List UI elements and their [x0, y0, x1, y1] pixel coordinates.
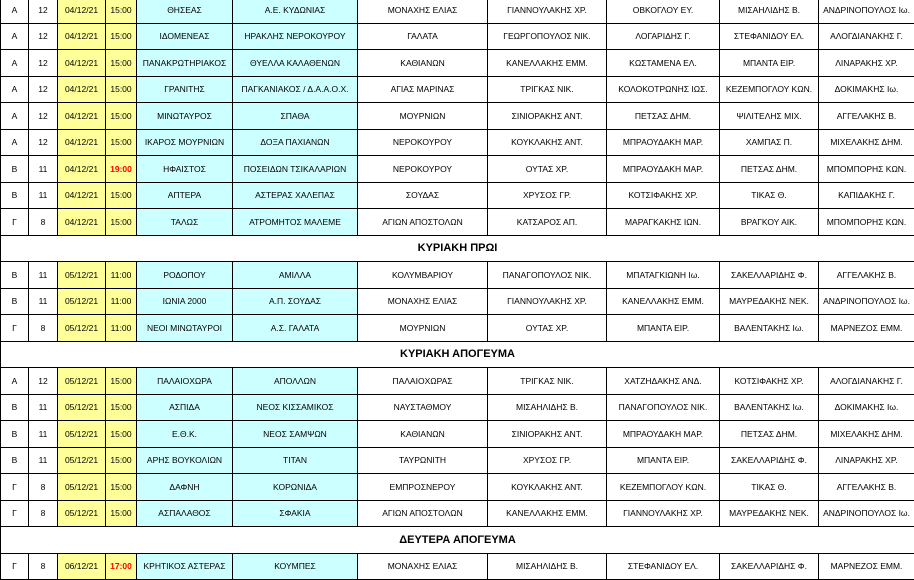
- section-header: [1, 341, 914, 368]
- home-team-cell: ΝΕΟΙ ΜΙΝΩΤΑΥΡΟΙ: [137, 315, 233, 342]
- group-cell: 12: [29, 0, 58, 23]
- table-row: [1, 182, 914, 209]
- group-cell: 11: [29, 421, 58, 448]
- category-cell: Β: [1, 394, 29, 421]
- group-cell: 11: [29, 447, 58, 474]
- time-cell: 15:00: [106, 23, 137, 50]
- venue-cell: ΓΑΛΑΤΑ: [358, 23, 488, 50]
- table-row: [1, 368, 914, 395]
- assistant-2-cell: ΒΑΛΕΝΤΑΚΗΣ Ιω.: [720, 315, 819, 342]
- referee-cell: ΚΟΥΚΛΑΚΗΣ ΑΝΤ.: [488, 474, 607, 501]
- date-cell: 05/12/21: [58, 394, 106, 421]
- date-cell: 06/12/21: [58, 553, 106, 580]
- away-team-cell: ΔΟΞΑ ΠΑΧΙΑΝΩΝ: [233, 129, 358, 156]
- venue-cell: ΜΟΝΑΧΗΣ ΕΛΙΑΣ: [358, 288, 488, 315]
- away-team-cell: ΣΠΑΘΑ: [233, 103, 358, 130]
- date-cell: 04/12/21: [58, 0, 106, 23]
- home-team-cell: ΙΩΝΙΑ 2000: [137, 288, 233, 315]
- away-team-cell: Α.Ε. ΚΥΔΩΝΙΑΣ: [233, 0, 358, 23]
- assistant-2-cell: ΒΡΑΓΚΟΥ ΑΙΚ.: [720, 209, 819, 236]
- away-team-cell: ΑΤΡΟΜΗΤΟΣ ΜΑΛΕΜΕ: [233, 209, 358, 236]
- assistant-2-cell: ΜΙΣΑΗΛΙΔΗΣ Β.: [720, 0, 819, 23]
- referee-cell: ΚΑΝΕΛΛΑΚΗΣ ΕΜΜ.: [488, 50, 607, 77]
- table-row: [1, 315, 914, 342]
- referee-cell: ΓΕΩΡΓΟΠΟΥΛΟΣ ΝΙΚ.: [488, 23, 607, 50]
- observer-cell: ΜΙΧΕΛΑΚΗΣ ΔΗΜ.: [819, 421, 914, 448]
- referee-cell: ΟΥΤΑΣ ΧΡ.: [488, 315, 607, 342]
- assistant-1-cell: ΣΤΕΦΑΝΙΔΟΥ ΕΛ.: [607, 553, 720, 580]
- table-row: [1, 156, 914, 183]
- assistant-2-cell: ΣΑΚΕΛΛΑΡΙΔΗΣ Φ.: [720, 262, 819, 289]
- group-cell: 11: [29, 156, 58, 183]
- home-team-cell: ΑΣΠΑΛΑΘΟΣ: [137, 500, 233, 527]
- section-header: [1, 527, 914, 554]
- away-team-cell: ΚΟΡΩΝΙΔΑ: [233, 474, 358, 501]
- time-cell: 15:00: [106, 209, 137, 236]
- table-row: [1, 394, 914, 421]
- assistant-1-cell: ΜΠΑΝΤΑ ΕΙΡ.: [607, 447, 720, 474]
- table-row: [1, 23, 914, 50]
- venue-cell: ΚΑΘΙΑΝΩΝ: [358, 421, 488, 448]
- referee-cell: ΜΙΣΑΗΛΙΔΗΣ Β.: [488, 394, 607, 421]
- away-team-cell: ΚΟΥΜΠΕΣ: [233, 553, 358, 580]
- assistant-1-cell: ΚΑΝΕΛΛΑΚΗΣ ΕΜΜ.: [607, 288, 720, 315]
- observer-cell: ΑΝΔΡΙΝΟΠΟΥΛΟΣ Ιω.: [819, 0, 914, 23]
- category-cell: Α: [1, 76, 29, 103]
- observer-cell: ΜΑΡΝΕΖΟΣ ΕΜΜ.: [819, 315, 914, 342]
- away-team-cell: ΝΕΟΣ ΚΙΣΣΑΜΙΚΟΣ: [233, 394, 358, 421]
- date-cell: 05/12/21: [58, 288, 106, 315]
- home-team-cell: ΠΑΛΑΙΟΧΩΡΑ: [137, 368, 233, 395]
- referee-cell: ΧΡΥΣΟΣ ΓΡ.: [488, 182, 607, 209]
- referee-cell: ΤΡΙΓΚΑΣ ΝΙΚ.: [488, 76, 607, 103]
- group-cell: 8: [29, 553, 58, 580]
- referee-cell: ΓΙΑΝΝΟΥΛΑΚΗΣ ΧΡ.: [488, 0, 607, 23]
- time-cell: 15:00: [106, 182, 137, 209]
- assistant-2-cell: ΚΟΤΣΙΦΑΚΗΣ ΧΡ.: [720, 368, 819, 395]
- observer-cell: ΜΠΟΜΠΟΡΗΣ ΚΩΝ.: [819, 209, 914, 236]
- category-cell: Β: [1, 156, 29, 183]
- home-team-cell: Ε.Θ.Κ.: [137, 421, 233, 448]
- home-team-cell: ΚΡΗΤΙΚΟΣ ΑΣΤΕΡΑΣ: [137, 553, 233, 580]
- category-cell: Α: [1, 50, 29, 77]
- observer-cell: ΑΓΓΕΛΑΚΗΣ Β.: [819, 474, 914, 501]
- category-cell: Β: [1, 421, 29, 448]
- group-cell: 11: [29, 288, 58, 315]
- group-cell: 8: [29, 474, 58, 501]
- group-cell: 11: [29, 262, 58, 289]
- referee-cell: ΣΙΝΙΟΡΑΚΗΣ ΑΝΤ.: [488, 103, 607, 130]
- category-cell: Γ: [1, 315, 29, 342]
- section-title: ΚΥΡΙΑΚΗ ΠΡΩΙ: [1, 235, 914, 262]
- referee-cell: ΧΡΥΣΟΣ ΓΡ.: [488, 447, 607, 474]
- assistant-2-cell: ΤΙΚΑΣ Θ.: [720, 474, 819, 501]
- date-cell: 05/12/21: [58, 368, 106, 395]
- group-cell: 12: [29, 368, 58, 395]
- away-team-cell: ΣΦΑΚΙΑ: [233, 500, 358, 527]
- away-team-cell: Α.Π. ΣΟΥΔΑΣ: [233, 288, 358, 315]
- date-cell: 05/12/21: [58, 474, 106, 501]
- table-row: [1, 500, 914, 527]
- assistant-1-cell: ΜΠΡΑΟΥΔΑΚΗ ΜΑΡ.: [607, 421, 720, 448]
- category-cell: Β: [1, 447, 29, 474]
- time-cell: 15:00: [106, 129, 137, 156]
- category-cell: Β: [1, 182, 29, 209]
- table-row: [1, 447, 914, 474]
- home-team-cell: ΘΗΣΕΑΣ: [137, 0, 233, 23]
- venue-cell: ΚΟΛΥΜΒΑΡΙΟΥ: [358, 262, 488, 289]
- observer-cell: ΑΝΔΡΙΝΟΠΟΥΛΟΣ Ιω.: [819, 500, 914, 527]
- group-cell: 12: [29, 23, 58, 50]
- home-team-cell: ΙΔΟΜΕΝΕΑΣ: [137, 23, 233, 50]
- category-cell: Β: [1, 262, 29, 289]
- group-cell: 12: [29, 50, 58, 77]
- date-cell: 05/12/21: [58, 262, 106, 289]
- date-cell: 04/12/21: [58, 182, 106, 209]
- assistant-2-cell: ΜΠΑΝΤΑ ΕΙΡ.: [720, 50, 819, 77]
- assistant-1-cell: ΚΕΖΕΜΠΟΓΛΟΥ ΚΩΝ.: [607, 474, 720, 501]
- assistant-2-cell: ΠΕΤΣΑΣ ΔΗΜ.: [720, 156, 819, 183]
- category-cell: Α: [1, 0, 29, 23]
- time-cell: 11:00: [106, 262, 137, 289]
- time-cell: 15:00: [106, 103, 137, 130]
- venue-cell: ΜΟΥΡΝΙΩΝ: [358, 315, 488, 342]
- assistant-1-cell: ΟΒΚΟΓΛΟΥ ΕΥ.: [607, 0, 720, 23]
- assistant-2-cell: ΣΑΚΕΛΛΑΡΙΔΗΣ Φ.: [720, 447, 819, 474]
- home-team-cell: ΤΑΛΩΣ: [137, 209, 233, 236]
- observer-cell: ΛΙΝΑΡΑΚΗΣ ΧΡ.: [819, 447, 914, 474]
- date-cell: 05/12/21: [58, 500, 106, 527]
- home-team-cell: ΓΡΑΝΙΤΗΣ: [137, 76, 233, 103]
- category-cell: Α: [1, 23, 29, 50]
- assistant-2-cell: ΚΕΖΕΜΠΟΓΛΟΥ ΚΩΝ.: [720, 76, 819, 103]
- observer-cell: ΑΓΓΕΛΑΚΗΣ Β.: [819, 103, 914, 130]
- referee-cell: ΟΥΤΑΣ ΧΡ.: [488, 156, 607, 183]
- category-cell: Γ: [1, 553, 29, 580]
- table-row: [1, 76, 914, 103]
- assistant-1-cell: ΜΑΡΑΓΚΑΚΗΣ ΙΩΝ.: [607, 209, 720, 236]
- category-cell: Α: [1, 103, 29, 130]
- observer-cell: ΑΓΓΕΛΑΚΗΣ Β.: [819, 262, 914, 289]
- table-row: [1, 553, 914, 580]
- home-team-cell: ΜΙΝΩΤΑΥΡΟΣ: [137, 103, 233, 130]
- group-cell: 12: [29, 103, 58, 130]
- away-team-cell: ΠΑΓΚΑΝΙΑΚΟΣ / Δ.Α.Α.Ο.Χ.: [233, 76, 358, 103]
- venue-cell: ΕΜΠΡΟΣΝΕΡΟΥ: [358, 474, 488, 501]
- assistant-1-cell: ΠΕΤΣΑΣ ΔΗΜ.: [607, 103, 720, 130]
- table-row: [1, 103, 914, 130]
- observer-cell: ΑΛΟΓΔΙΑΝΑΚΗΣ Γ.: [819, 23, 914, 50]
- referee-cell: ΚΟΥΚΛΑΚΗΣ ΑΝΤ.: [488, 129, 607, 156]
- observer-cell: ΑΝΔΡΙΝΟΠΟΥΛΟΣ Ιω.: [819, 288, 914, 315]
- group-cell: 12: [29, 129, 58, 156]
- time-cell: 15:00: [106, 474, 137, 501]
- date-cell: 04/12/21: [58, 50, 106, 77]
- table-row: [1, 262, 914, 289]
- group-cell: 11: [29, 182, 58, 209]
- home-team-cell: ΗΦΑΙΣΤΟΣ: [137, 156, 233, 183]
- group-cell: 8: [29, 500, 58, 527]
- date-cell: 04/12/21: [58, 129, 106, 156]
- assistant-1-cell: ΚΟΛΟΚΟΤΡΩΝΗΣ ΙΩΣ.: [607, 76, 720, 103]
- category-cell: Β: [1, 288, 29, 315]
- category-cell: Α: [1, 368, 29, 395]
- away-team-cell: ΤΙΤΑΝ: [233, 447, 358, 474]
- assistant-2-cell: ΜΑΥΡΕΔΑΚΗΣ ΝΕΚ.: [720, 288, 819, 315]
- assistant-2-cell: ΒΑΛΕΝΤΑΚΗΣ Ιω.: [720, 394, 819, 421]
- date-cell: 04/12/21: [58, 156, 106, 183]
- home-team-cell: ΑΠΤΕΡΑ: [137, 182, 233, 209]
- referee-cell: ΚΑΤΣΑΡΟΣ ΑΠ.: [488, 209, 607, 236]
- venue-cell: ΑΓΙΩΝ ΑΠΟΣΤΟΛΩΝ: [358, 500, 488, 527]
- assistant-1-cell: ΠΑΝΑΓΟΠΟΥΛΟΣ ΝΙΚ.: [607, 394, 720, 421]
- assistant-2-cell: ΜΑΥΡΕΔΑΚΗΣ ΝΕΚ.: [720, 500, 819, 527]
- away-team-cell: ΗΡΑΚΛΗΣ ΝΕΡΟΚΟΥΡΟΥ: [233, 23, 358, 50]
- venue-cell: ΤΑΥΡΩΝΙΤΗ: [358, 447, 488, 474]
- time-cell: 15:00: [106, 76, 137, 103]
- fixtures-body: [1, 0, 914, 580]
- assistant-1-cell: ΛΟΓΑΡΙΔΗΣ Γ.: [607, 23, 720, 50]
- observer-cell: ΛΙΝΑΡΑΚΗΣ ΧΡ.: [819, 50, 914, 77]
- assistant-1-cell: ΧΑΤΖΗΔΑΚΗΣ ΑΝΔ.: [607, 368, 720, 395]
- time-cell: 15:00: [106, 500, 137, 527]
- away-team-cell: ΑΜΙΛΛΑ: [233, 262, 358, 289]
- time-cell: 19:00: [106, 156, 137, 183]
- table-row: [1, 474, 914, 501]
- assistant-1-cell: ΜΠΑΝΤΑ ΕΙΡ.: [607, 315, 720, 342]
- assistant-2-cell: ΣΑΚΕΛΛΑΡΙΔΗΣ Φ.: [720, 553, 819, 580]
- away-team-cell: ΑΣΤΕΡΑΣ ΧΑΛΕΠΑΣ: [233, 182, 358, 209]
- time-cell: 15:00: [106, 447, 137, 474]
- venue-cell: ΝΕΡΟΚΟΥΡΟΥ: [358, 156, 488, 183]
- table-row: [1, 0, 914, 23]
- home-team-cell: ΠΑΝΑΚΡΩΤΗΡΙΑΚΟΣ: [137, 50, 233, 77]
- venue-cell: ΜΟΝΑΧΗΣ ΕΛΙΑΣ: [358, 0, 488, 23]
- referee-cell: ΠΑΝΑΓΟΠΟΥΛΟΣ ΝΙΚ.: [488, 262, 607, 289]
- assistant-2-cell: ΣΤΕΦΑΝΙΔΟΥ ΕΛ.: [720, 23, 819, 50]
- time-cell: 15:00: [106, 421, 137, 448]
- category-cell: Γ: [1, 500, 29, 527]
- home-team-cell: ΙΚΑΡΟΣ ΜΟΥΡΝΙΩΝ: [137, 129, 233, 156]
- observer-cell: ΔΟΚΙΜΑΚΗΣ Ιω.: [819, 76, 914, 103]
- date-cell: 05/12/21: [58, 315, 106, 342]
- referee-cell: ΓΙΑΝΝΟΥΛΑΚΗΣ ΧΡ.: [488, 288, 607, 315]
- away-team-cell: ΘΥΕΛΛΑ ΚΑΛΑΘΕΝΩΝ: [233, 50, 358, 77]
- date-cell: 04/12/21: [58, 103, 106, 130]
- category-cell: Α: [1, 129, 29, 156]
- assistant-1-cell: ΜΠΑΤΑΓΚΙΩΝΗ Ιω.: [607, 262, 720, 289]
- home-team-cell: ΑΡΗΣ ΒΟΥΚΟΛΙΩΝ: [137, 447, 233, 474]
- venue-cell: ΝΑΥΣΤΑΘΜΟΥ: [358, 394, 488, 421]
- time-cell: 11:00: [106, 315, 137, 342]
- home-team-cell: ΡΟΔΟΠΟΥ: [137, 262, 233, 289]
- assistant-1-cell: ΚΩΣΤΑΜΕΝΑ ΕΛ.: [607, 50, 720, 77]
- table-row: [1, 288, 914, 315]
- venue-cell: ΑΓΙΑΣ ΜΑΡΙΝΑΣ: [358, 76, 488, 103]
- table-row: [1, 129, 914, 156]
- group-cell: 8: [29, 315, 58, 342]
- referee-cell: ΤΡΙΓΚΑΣ ΝΙΚ.: [488, 368, 607, 395]
- category-cell: Γ: [1, 209, 29, 236]
- time-cell: 11:00: [106, 288, 137, 315]
- venue-cell: ΝΕΡΟΚΟΥΡΟΥ: [358, 129, 488, 156]
- section-title: ΚΥΡΙΑΚΗ ΑΠΟΓΕΥΜΑ: [1, 341, 914, 368]
- assistant-1-cell: ΚΟΤΣΙΦΑΚΗΣ ΧΡ.: [607, 182, 720, 209]
- away-team-cell: ΠΟΣΕΙΔΩΝ ΤΣΙΚΑΛΑΡΙΩΝ: [233, 156, 358, 183]
- assistant-1-cell: ΓΙΑΝΝΟΥΛΑΚΗΣ ΧΡ.: [607, 500, 720, 527]
- date-cell: 05/12/21: [58, 421, 106, 448]
- table-row: [1, 421, 914, 448]
- referee-cell: ΜΙΣΑΗΛΙΔΗΣ Β.: [488, 553, 607, 580]
- date-cell: 04/12/21: [58, 209, 106, 236]
- category-cell: Γ: [1, 474, 29, 501]
- observer-cell: ΜΠΟΜΠΟΡΗΣ ΚΩΝ.: [819, 156, 914, 183]
- venue-cell: ΣΟΥΔΑΣ: [358, 182, 488, 209]
- observer-cell: ΔΟΚΙΜΑΚΗΣ Ιω.: [819, 394, 914, 421]
- home-team-cell: ΔΑΦΝΗ: [137, 474, 233, 501]
- group-cell: 12: [29, 76, 58, 103]
- section-title: ΔΕΥΤΕΡΑ ΑΠΟΓΕΥΜΑ: [1, 527, 914, 554]
- table-row: [1, 50, 914, 77]
- venue-cell: ΚΑΘΙΑΝΩΝ: [358, 50, 488, 77]
- venue-cell: ΠΑΛΑΙΟΧΩΡΑΣ: [358, 368, 488, 395]
- group-cell: 11: [29, 394, 58, 421]
- home-team-cell: ΑΣΠΙΔΑ: [137, 394, 233, 421]
- date-cell: 04/12/21: [58, 76, 106, 103]
- assistant-1-cell: ΜΠΡΑΟΥΔΑΚΗ ΜΑΡ.: [607, 129, 720, 156]
- assistant-2-cell: ΤΙΚΑΣ Θ.: [720, 182, 819, 209]
- observer-cell: ΑΛΟΓΔΙΑΝΑΚΗΣ Γ.: [819, 368, 914, 395]
- time-cell: 15:00: [106, 50, 137, 77]
- section-header: [1, 235, 914, 262]
- assistant-2-cell: ΧΑΜΠΑΣ Π.: [720, 129, 819, 156]
- assistant-2-cell: ΨΙΛΙΤΕΛΗΣ ΜΙΧ.: [720, 103, 819, 130]
- observer-cell: ΜΙΧΕΛΑΚΗΣ ΔΗΜ.: [819, 129, 914, 156]
- referee-cell: ΣΙΝΙΟΡΑΚΗΣ ΑΝΤ.: [488, 421, 607, 448]
- time-cell: 15:00: [106, 0, 137, 23]
- away-team-cell: ΑΠΟΛΛΩΝ: [233, 368, 358, 395]
- away-team-cell: ΝΕΟΣ ΣΑΜΨΩΝ: [233, 421, 358, 448]
- time-cell: 17:00: [106, 553, 137, 580]
- assistant-2-cell: ΠΕΤΣΑΣ ΔΗΜ.: [720, 421, 819, 448]
- venue-cell: ΜΟΥΡΝΙΩΝ: [358, 103, 488, 130]
- observer-cell: ΚΑΠΙΔΑΚΗΣ Γ.: [819, 182, 914, 209]
- date-cell: 05/12/21: [58, 447, 106, 474]
- observer-cell: ΜΑΡΝΕΖΟΣ ΕΜΜ.: [819, 553, 914, 580]
- assistant-1-cell: ΜΠΡΑΟΥΔΑΚΗ ΜΑΡ.: [607, 156, 720, 183]
- date-cell: 04/12/21: [58, 23, 106, 50]
- venue-cell: ΜΟΝΑΧΗΣ ΕΛΙΑΣ: [358, 553, 488, 580]
- away-team-cell: Α.Σ. ΓΑΛΑΤΑ: [233, 315, 358, 342]
- time-cell: 15:00: [106, 394, 137, 421]
- referee-cell: ΚΑΝΕΛΛΑΚΗΣ ΕΜΜ.: [488, 500, 607, 527]
- venue-cell: ΑΓΙΩΝ ΑΠΟΣΤΟΛΩΝ: [358, 209, 488, 236]
- time-cell: 15:00: [106, 368, 137, 395]
- table-row: [1, 209, 914, 236]
- group-cell: 8: [29, 209, 58, 236]
